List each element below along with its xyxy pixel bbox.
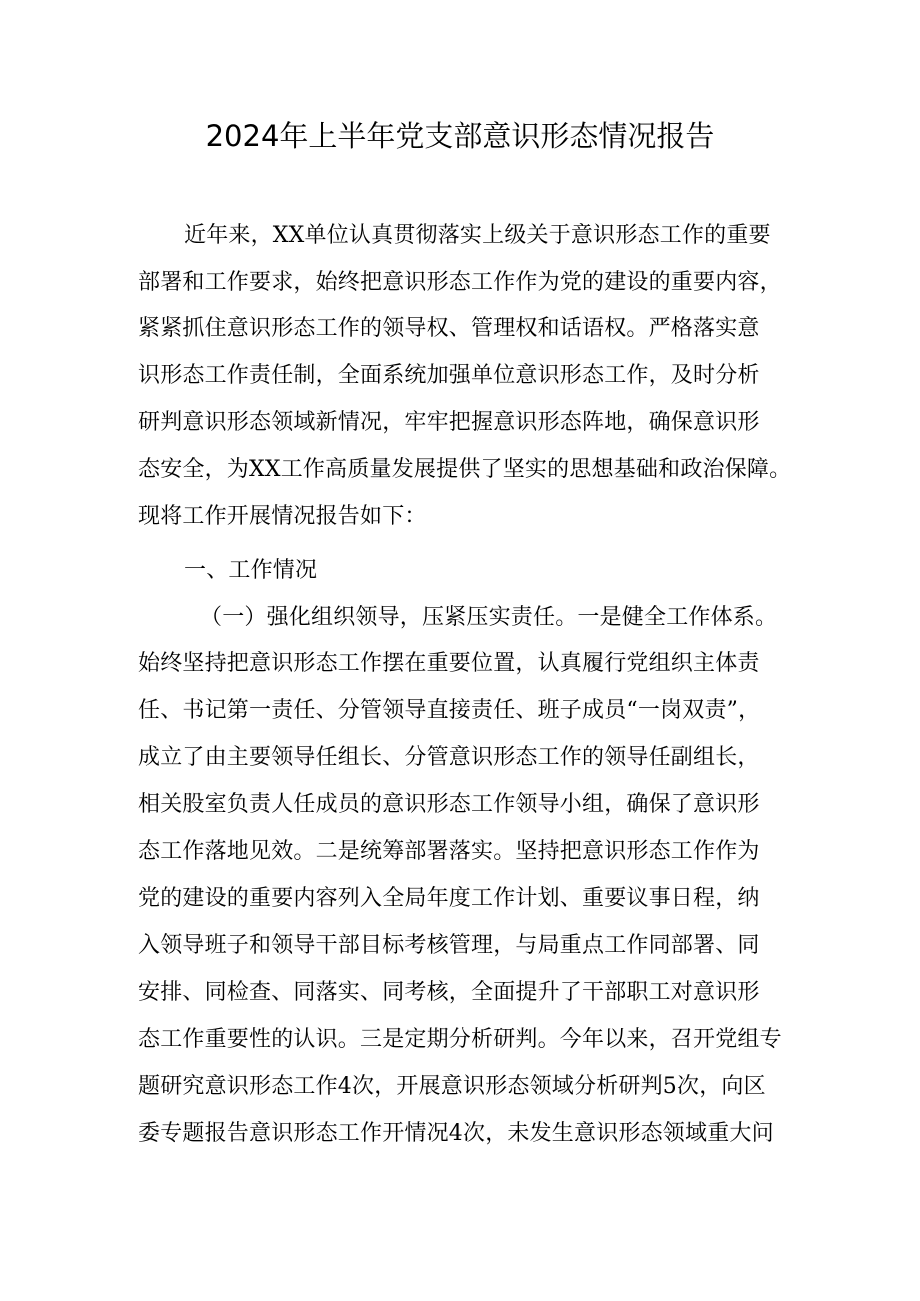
paragraph-line: 研判意识形态领域新情况，牢牢把握意识形态阵地，确保意识形 <box>138 410 760 435</box>
section-heading: 一、工作情况 <box>184 558 318 583</box>
paragraph-line: 成立了由主要领导任组长、分管意识形态工作的领导任副组长， <box>138 745 760 770</box>
paragraph-line: 委专题报告意识形态工作开情况4次，未发生意识形态领域重大问 <box>138 1121 774 1146</box>
paragraph-line: 态工作重要性的认识。三是定期分析研判。今年以来，召开党组专 <box>138 1027 782 1052</box>
paragraph-line: 近年来，XX单位认真贯彻落实上级关于意识形态工作的重要 <box>184 223 771 248</box>
paragraph-line: 部署和工作要求，始终把意识形态工作作为党的建设的重要内容， <box>138 270 782 295</box>
document-title: 2024年上半年党支部意识形态情况报告 <box>205 119 715 153</box>
paragraph-line: 任、书记第一责任、分管领导直接责任、班子成员“一岗双责”， <box>138 698 761 723</box>
paragraph-line: 识形态工作责任制，全面系统加强单位意识形态工作，及时分析 <box>138 363 760 388</box>
paragraph-line: 始终坚持把意识形态工作摆在重要位置，认真履行党组织主体责 <box>138 651 760 676</box>
paragraph-line: 相关股室负责人任成员的意识形态工作领导小组，确保了意识形 <box>138 792 760 817</box>
paragraph-line: 紧紧抓住意识形态工作的领导权、管理权和话语权。严格落实意 <box>138 316 760 341</box>
paragraph-line: 态安全，为XX工作高质量发展提供了坚实的思想基础和政治保障。 <box>138 457 792 482</box>
paragraph-line: 安排、同检查、同落实、同考核，全面提升了干部职工对意识形 <box>138 980 760 1005</box>
paragraph-line: 入领导班子和领导干部目标考核管理，与局重点工作同部署、同 <box>138 933 760 958</box>
paragraph-line: 党的建设的重要内容列入全局年度工作计划、重要议事日程，纳 <box>138 886 760 911</box>
paragraph-line: 态工作落地见效。二是统筹部署落实。坚持把意识形态工作作为 <box>138 839 760 864</box>
paragraph-line: 题研究意识形态工作4次，开展意识形态领域分析研判5次，向区 <box>138 1074 766 1099</box>
paragraph-line: （一）强化组织领导，压紧压实责任。一是健全工作体系。 <box>200 605 778 630</box>
paragraph-line: 现将工作开展情况报告如下： <box>138 504 427 529</box>
